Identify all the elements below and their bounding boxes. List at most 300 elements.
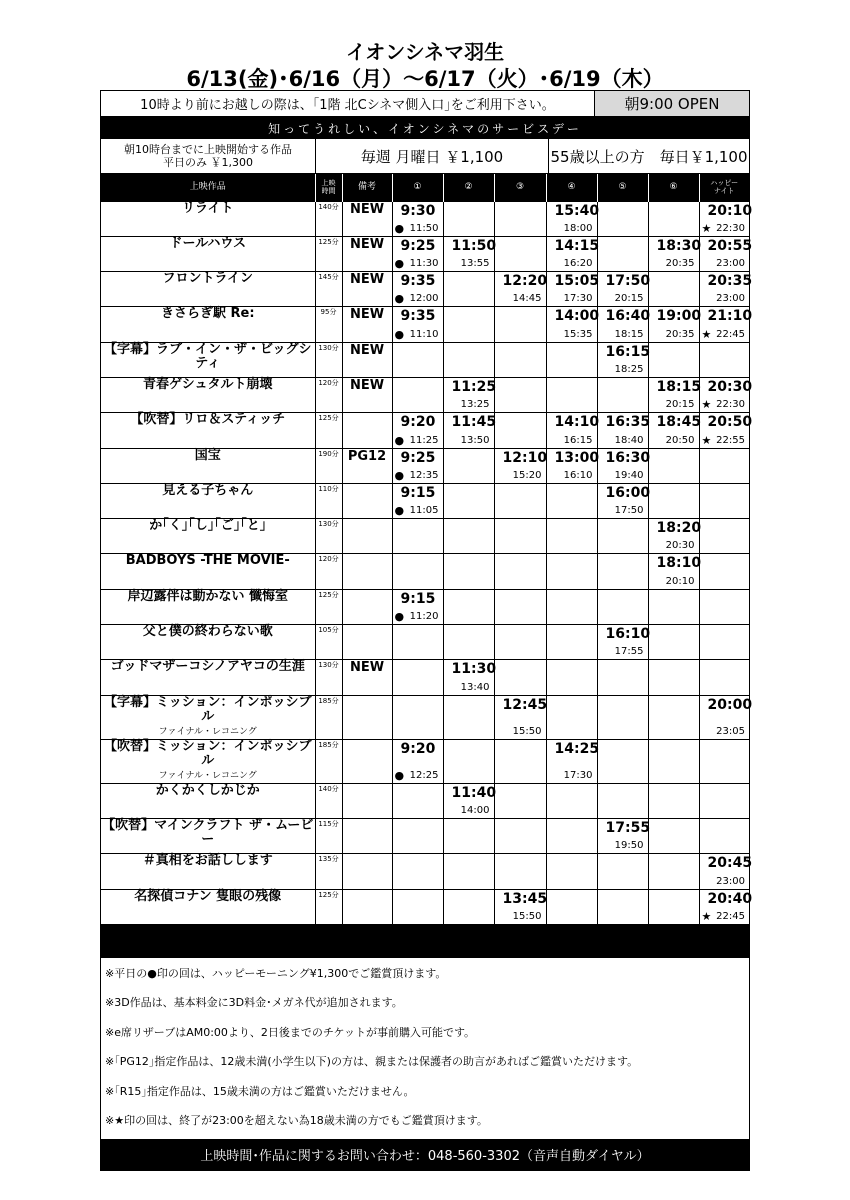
showtime-cell <box>597 625 651 660</box>
show-end: 20:15 <box>665 399 695 411</box>
showtime-cell <box>546 307 600 342</box>
showtime-cell <box>443 201 494 236</box>
film-title-text: 【吹替】リロ＆スティッチ <box>130 412 286 428</box>
show-end: 20:50 <box>665 434 695 446</box>
showtime-cell <box>494 660 546 695</box>
showtime-cell <box>648 413 702 448</box>
showtime-cell <box>392 413 443 448</box>
schedule-dates: 6/13(金)･6/16（月）～6/17（火）･6/19（木） <box>186 67 664 91</box>
show-start: 15:05 <box>554 273 600 290</box>
happy-night-cell <box>699 589 749 624</box>
showtime-cell <box>443 236 497 271</box>
note-line: ※★印の回は、終了が23:00を超えない為18歳未満の方でもご鑑賞頂けます。 <box>105 1114 488 1128</box>
film-note <box>342 739 392 783</box>
showtime-cell <box>494 739 546 783</box>
happy-night-cell <box>699 739 749 783</box>
senior-discount: 55歳以上の方 毎日￥1,100 <box>550 147 748 166</box>
film-row <box>101 483 749 518</box>
show-end: 11:50 <box>409 222 439 234</box>
show-end: 18:00 <box>563 222 593 234</box>
film-runtime: 105分 <box>315 625 342 660</box>
happy-night-cell <box>699 889 753 924</box>
morning-discount-line2: 平日のみ ￥1,300 <box>163 156 253 169</box>
monday-discount: 毎週 月曜日 ￥1,100 <box>316 139 549 173</box>
showtime-cell <box>392 660 443 695</box>
show-start: 14:25 <box>554 740 600 757</box>
header-slot: ④ <box>546 174 597 201</box>
show-end: 12:35 <box>409 469 439 481</box>
showtime-cell <box>648 377 702 412</box>
show-start: 20:10 <box>707 202 753 219</box>
film-title <box>101 448 315 483</box>
film-title-text: 【字幕】ラブ・イン・ザ・ビッグシティ <box>104 341 312 371</box>
show-start: 13:45 <box>502 890 548 907</box>
film-note <box>342 554 392 589</box>
showtime-cell <box>597 660 648 695</box>
showtime-cell <box>392 589 443 624</box>
showtime-cell <box>597 519 648 554</box>
show-start: 17:50 <box>605 273 651 290</box>
film-row <box>101 695 749 739</box>
header-slot: ③ <box>494 174 546 201</box>
film-note: PG12 <box>342 448 392 483</box>
star-icon: ★ <box>701 327 712 341</box>
showtime-cell <box>392 483 443 518</box>
morning-dot-icon: ● <box>394 433 405 447</box>
opening-time: 朝9:00 OPEN <box>595 91 749 116</box>
film-note <box>342 818 392 853</box>
film-title <box>101 377 315 412</box>
showtime-cell <box>494 342 546 377</box>
film-title-text: BADBOYS -THE MOVIE- <box>125 553 290 569</box>
contact-footer: 上映時間･作品に関するお問い合わせ：048-560-3302（音声自動ダイヤル） <box>101 1139 749 1170</box>
showtime-cell <box>443 519 494 554</box>
film-runtime: 120分 <box>315 554 342 589</box>
showtime-cell <box>494 272 546 307</box>
film-row <box>101 236 749 271</box>
morning-discount-line1: 朝10時台までに上映開始する作品 <box>124 143 292 156</box>
film-note <box>342 854 392 889</box>
header-slot: ⑤ <box>597 174 648 201</box>
film-runtime: 130分 <box>315 519 342 554</box>
film-row <box>101 589 749 624</box>
showtime-cell <box>443 554 494 589</box>
film-runtime: 125分 <box>315 889 342 924</box>
showtime-cell <box>597 818 651 853</box>
show-start: 9:15 <box>400 590 436 607</box>
show-end: 22:45 <box>716 910 745 922</box>
showtime-cell <box>392 554 443 589</box>
film-note <box>342 625 392 660</box>
morning-dot-icon: ● <box>394 292 405 306</box>
show-end: 17:50 <box>614 505 644 517</box>
film-row <box>101 272 749 307</box>
showtime-cell <box>597 272 651 307</box>
showtime-cell <box>648 695 699 739</box>
film-title-text: 【字幕】ミッション：インポッシブル <box>104 694 312 724</box>
show-start: 12:45 <box>502 696 548 713</box>
show-end: 15:20 <box>512 469 542 481</box>
showtime-cell <box>648 342 699 377</box>
showtime-cell <box>494 854 546 889</box>
showtime-cell <box>546 272 600 307</box>
film-note: NEW <box>342 342 392 377</box>
showtime-cell <box>648 889 699 924</box>
film-subtitle: ファイナル・レコニング <box>158 726 257 737</box>
film-runtime: 190分 <box>315 448 342 483</box>
show-start: 16:15 <box>605 343 651 360</box>
happy-night-cell <box>699 783 749 818</box>
showtime-cell <box>546 413 600 448</box>
table-header-row <box>101 174 749 201</box>
show-end: 13:40 <box>460 681 490 693</box>
showtime-cell <box>597 783 648 818</box>
show-start: 11:45 <box>451 414 497 431</box>
show-end: 15:50 <box>512 910 542 922</box>
show-start: 20:40 <box>707 890 753 907</box>
show-end: 11:10 <box>409 328 439 340</box>
happy-night-cell <box>699 519 749 554</box>
film-title-text: 岸辺露伴は動かない 懺悔室 <box>127 588 289 604</box>
show-start: 9:35 <box>400 273 436 290</box>
showtime-cell <box>443 307 494 342</box>
showtime-cell <box>597 589 648 624</box>
showtime-cell <box>648 519 702 554</box>
note-line: ※平日の●印の回は、ハッピーモーニング¥1,300でご鑑賞頂けます。 <box>105 966 447 980</box>
film-note <box>342 413 392 448</box>
film-runtime: 110分 <box>315 483 342 518</box>
film-title-text: かくかくしかじか <box>155 782 260 798</box>
show-end: 18:25 <box>614 363 644 375</box>
film-title <box>101 589 315 624</box>
header-note: 備考 <box>342 174 392 201</box>
show-end: 19:40 <box>614 469 644 481</box>
showtime-cell <box>648 201 699 236</box>
show-start: 18:10 <box>656 555 702 572</box>
show-start: 11:30 <box>451 661 497 678</box>
showtime-cell <box>597 483 651 518</box>
showtime-cell <box>648 307 702 342</box>
showtime-cell <box>546 448 600 483</box>
showtime-cell <box>443 854 494 889</box>
show-start: 9:35 <box>400 308 436 325</box>
showtime-cell <box>443 483 494 518</box>
show-end: 23:00 <box>716 293 745 305</box>
film-title <box>101 660 315 695</box>
film-title <box>101 625 315 660</box>
show-end: 17:30 <box>563 769 593 781</box>
film-runtime: 130分 <box>315 660 342 695</box>
film-runtime: 140分 <box>315 201 342 236</box>
happy-night-cell <box>699 272 753 307</box>
showtime-cell <box>648 236 702 271</box>
show-end: 16:10 <box>563 469 593 481</box>
film-note <box>342 783 392 818</box>
show-start: 19:00 <box>656 308 702 325</box>
show-end: 20:10 <box>665 575 695 587</box>
showtime-cell <box>494 695 546 739</box>
film-row <box>101 448 749 483</box>
showtime-cell <box>648 818 699 853</box>
showtime-cell <box>392 307 443 342</box>
happy-night-cell <box>699 854 753 889</box>
showtime-cell <box>546 783 597 818</box>
show-start: 18:20 <box>656 520 702 537</box>
film-title <box>101 307 315 342</box>
showtime-cell <box>494 625 546 660</box>
film-row <box>101 625 749 660</box>
happy-night-cell <box>699 695 753 739</box>
showtime-cell <box>546 695 597 739</box>
film-title <box>101 695 315 739</box>
entrance-notice: 10時より前にお越しの際は、｢1階 北Cシネマ側入口｣をご利用下さい。 <box>101 91 595 116</box>
happy-night-cell <box>699 660 749 695</box>
film-note <box>342 889 392 924</box>
showtime-cell <box>392 625 443 660</box>
film-title <box>101 272 315 307</box>
film-row <box>101 201 749 236</box>
showtime-cell <box>546 201 600 236</box>
showtime-cell <box>494 201 546 236</box>
showtime-cell <box>494 519 546 554</box>
showtime-cell <box>546 377 597 412</box>
film-row <box>101 519 749 554</box>
show-end: 11:05 <box>409 505 439 517</box>
film-row <box>101 377 749 412</box>
show-end: 11:20 <box>409 611 439 623</box>
notes-section <box>101 958 749 1139</box>
showtime-cell <box>443 272 494 307</box>
happy-night-cell <box>699 377 753 412</box>
showtime-cell <box>392 695 443 739</box>
show-start: 15:40 <box>554 202 600 219</box>
film-note <box>342 695 392 739</box>
film-title-text: 父と僕の終わらない歌 <box>142 624 273 640</box>
film-title-text: か｢く｣｢し｣｢ご｣｢と｣ <box>149 518 267 534</box>
film-runtime: 95分 <box>315 307 342 342</box>
show-start: 13:00 <box>554 449 600 466</box>
header-slot: ① <box>392 174 443 201</box>
morning-dot-icon: ● <box>394 327 405 341</box>
film-row <box>101 660 749 695</box>
showtime-cell <box>597 739 648 783</box>
film-row <box>101 342 749 377</box>
show-start: 16:10 <box>605 626 651 643</box>
showtime-cell <box>597 307 651 342</box>
show-end: 22:30 <box>716 399 745 411</box>
showtime-cell <box>597 342 651 377</box>
film-row <box>101 818 749 853</box>
showtime-cell <box>443 660 497 695</box>
header-runtime: 上映 時間 <box>315 174 342 201</box>
showtime-cell <box>392 739 443 783</box>
film-subtitle: ファイナル・レコニング <box>158 770 257 781</box>
show-start: 14:15 <box>554 237 600 254</box>
morning-discount <box>101 139 316 173</box>
show-start: 9:25 <box>400 449 436 466</box>
showtime-cell <box>648 272 699 307</box>
showtime-cell <box>648 739 699 783</box>
morning-dot-icon: ● <box>394 257 405 271</box>
showtime-cell <box>443 625 494 660</box>
film-note: NEW <box>342 236 392 271</box>
showtime-cell <box>546 483 597 518</box>
showtime-cell <box>546 519 597 554</box>
showtime-cell <box>443 342 494 377</box>
film-row <box>101 413 749 448</box>
show-start: 11:25 <box>451 378 497 395</box>
showtime-cell <box>392 342 443 377</box>
film-runtime: 185分 <box>315 695 342 739</box>
show-end: 13:50 <box>460 434 490 446</box>
showtime-cell <box>597 448 651 483</box>
happy-night-cell <box>699 448 749 483</box>
show-start: 18:45 <box>656 414 702 431</box>
showtime-cell <box>546 236 600 271</box>
show-end: 12:00 <box>409 293 439 305</box>
show-start: 9:15 <box>400 484 436 501</box>
film-note: NEW <box>342 307 392 342</box>
show-end: 14:00 <box>460 804 490 816</box>
showtime-cell <box>443 448 494 483</box>
schedule-table <box>101 174 753 925</box>
morning-dot-icon: ● <box>394 504 405 518</box>
film-runtime: 125分 <box>315 413 342 448</box>
film-runtime: 140分 <box>315 783 342 818</box>
showtime-cell <box>546 739 600 783</box>
film-title <box>101 783 315 818</box>
film-title-text: リライト <box>181 200 234 216</box>
show-end: 20:35 <box>665 328 695 340</box>
show-start: 20:30 <box>707 378 753 395</box>
header-title: 上映作品 <box>101 174 315 201</box>
showtime-cell <box>392 272 443 307</box>
showtime-cell <box>597 201 648 236</box>
note-line: ※｢R15｣指定作品は、15歳未満の方はご鑑賞いただけません。 <box>105 1084 415 1098</box>
showtime-cell <box>443 889 494 924</box>
morning-dot-icon: ● <box>394 768 405 782</box>
show-end: 11:30 <box>409 258 439 270</box>
showtime-cell <box>494 448 546 483</box>
film-runtime: 135分 <box>315 854 342 889</box>
film-note <box>342 589 392 624</box>
film-title <box>101 889 315 924</box>
film-title-text: ドールハウス <box>169 235 246 251</box>
showtime-cell <box>443 589 494 624</box>
show-start: 16:40 <box>605 308 651 325</box>
show-end: 23:05 <box>716 725 745 737</box>
showtime-cell <box>443 739 494 783</box>
happy-night-cell <box>699 413 753 448</box>
show-start: 12:20 <box>502 273 548 290</box>
showtime-cell <box>494 589 546 624</box>
show-end: 19:50 <box>614 840 644 852</box>
showtime-cell <box>494 377 546 412</box>
film-title-text: ゴッドマザーコシノアヤコの生涯 <box>110 659 305 675</box>
show-end: 23:00 <box>716 875 745 887</box>
showtime-cell <box>546 889 597 924</box>
showtime-cell <box>494 818 546 853</box>
film-row <box>101 739 749 783</box>
showtime-cell <box>494 307 546 342</box>
film-note: NEW <box>342 272 392 307</box>
film-title-text: 【吹替】マインクラフト ザ・ムービー <box>102 817 314 847</box>
showtime-cell <box>546 589 597 624</box>
showtime-cell <box>392 818 443 853</box>
star-icon: ★ <box>701 398 712 412</box>
showtime-cell <box>443 818 494 853</box>
film-runtime: 130分 <box>315 342 342 377</box>
showtime-cell <box>392 519 443 554</box>
film-title-text: 名探偵コナン 隻眼の残像 <box>134 888 282 904</box>
film-title <box>101 236 315 271</box>
show-start: 9:20 <box>400 414 436 431</box>
showtime-cell <box>443 413 497 448</box>
show-start: 9:25 <box>400 237 436 254</box>
show-end: 16:20 <box>563 258 593 270</box>
show-start: 12:10 <box>502 449 548 466</box>
star-icon: ★ <box>701 221 712 235</box>
showtime-cell <box>597 854 648 889</box>
showtime-cell <box>494 889 546 924</box>
schedule-sheet <box>100 90 753 1171</box>
show-start: 18:30 <box>656 237 702 254</box>
show-end: 20:15 <box>614 293 644 305</box>
showtime-cell <box>443 377 497 412</box>
showtime-cell <box>648 448 699 483</box>
show-end: 12:25 <box>409 769 439 781</box>
showtime-cell <box>648 660 699 695</box>
showtime-cell <box>392 448 443 483</box>
showtime-cell <box>546 342 597 377</box>
black-band <box>101 925 749 958</box>
film-note <box>342 483 392 518</box>
showtime-cell <box>546 625 597 660</box>
showtime-cell <box>597 889 648 924</box>
film-title-text: 【吹替】ミッション：インポッシブル <box>104 738 312 768</box>
show-end: 16:15 <box>563 434 593 446</box>
showtime-cell <box>494 554 546 589</box>
showtime-cell <box>494 483 546 518</box>
film-title-text: 青春ゲシュタルト崩壊 <box>143 376 273 392</box>
showtime-cell <box>546 818 597 853</box>
show-end: 22:55 <box>716 434 745 446</box>
happy-night-cell <box>699 554 749 589</box>
notice-row <box>101 91 749 117</box>
star-icon: ★ <box>701 433 712 447</box>
show-start: 20:00 <box>707 696 753 713</box>
header-slot: ② <box>443 174 494 201</box>
showtime-cell <box>597 413 651 448</box>
happy-night-cell <box>699 483 749 518</box>
film-runtime: 145分 <box>315 272 342 307</box>
show-start: 11:50 <box>451 237 497 254</box>
show-end: 22:45 <box>716 328 745 340</box>
showtime-cell <box>597 554 648 589</box>
show-start: 9:20 <box>400 740 436 757</box>
show-start: 16:30 <box>605 449 651 466</box>
film-title <box>101 854 315 889</box>
show-start: 20:45 <box>707 855 753 872</box>
note-line: ※3D作品は、基本料金に3D料金･メガネ代が追加されます。 <box>105 996 403 1010</box>
showtime-cell <box>546 660 597 695</box>
happy-night-cell <box>699 625 749 660</box>
header-slot: ⑥ <box>648 174 699 201</box>
morning-dot-icon: ● <box>394 468 405 482</box>
show-start: 16:00 <box>605 484 651 501</box>
film-title-text: 国宝 <box>194 447 221 463</box>
happy-night-cell <box>699 307 753 342</box>
